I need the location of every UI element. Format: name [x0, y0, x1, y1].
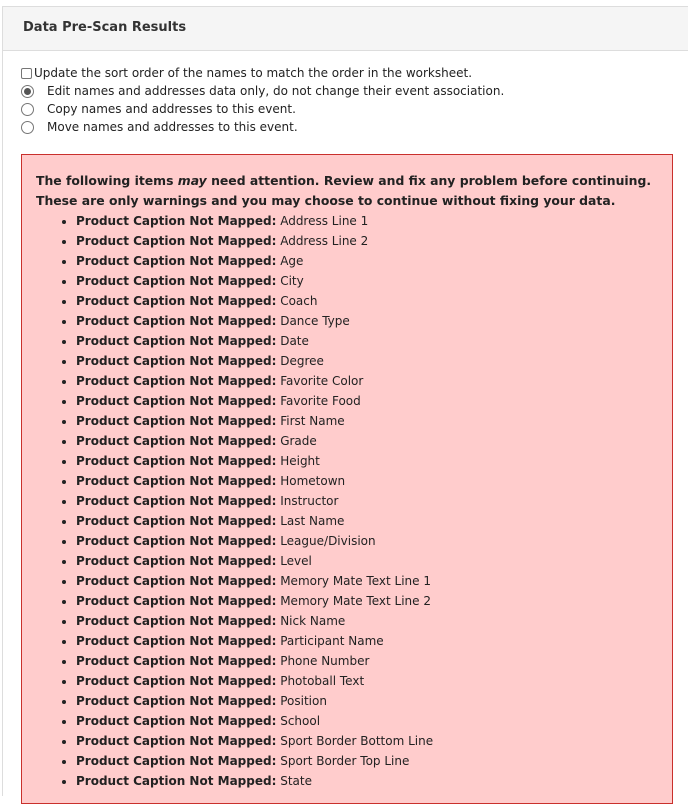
- warning-item-prefix: Product Caption Not Mapped:: [76, 554, 277, 568]
- warning-item-field: Memory Mate Text Line 1: [280, 574, 431, 588]
- warning-item-prefix: Product Caption Not Mapped:: [76, 254, 277, 268]
- warning-item-field: Address Line 1: [280, 214, 369, 228]
- warning-item: [76, 451, 658, 471]
- warning-item-field: Instructor: [280, 494, 339, 508]
- warning-item-field: Sport Border Bottom Line: [280, 734, 434, 748]
- warning-item-prefix: Product Caption Not Mapped:: [76, 694, 277, 708]
- warning-item: [76, 311, 658, 331]
- warning-item: [76, 351, 658, 371]
- warning-item-prefix: Product Caption Not Mapped:: [76, 474, 277, 488]
- warning-item-prefix: Product Caption Not Mapped:: [76, 334, 277, 348]
- copy-label[interactable]: Copy names and addresses to this event.: [47, 102, 296, 116]
- warning-item: [76, 591, 658, 611]
- warning-item: [76, 771, 658, 791]
- warning-item-field: Dance Type: [280, 314, 350, 328]
- warning-item: [76, 391, 658, 411]
- panel-title: Data Pre-Scan Results: [3, 7, 688, 51]
- edit-only-option[interactable]: [20, 82, 504, 100]
- warning-item: [76, 571, 658, 591]
- warning-item-prefix: Product Caption Not Mapped:: [76, 734, 277, 748]
- warning-item-field: Photoball Text: [280, 674, 365, 688]
- warning-item-field: State: [280, 774, 312, 788]
- warning-item-prefix: Product Caption Not Mapped:: [76, 514, 277, 528]
- warning-item-prefix: Product Caption Not Mapped:: [76, 374, 277, 388]
- warning-item-prefix: Product Caption Not Mapped:: [76, 454, 277, 468]
- warning-item-field: Sport Border Top Line: [280, 754, 410, 768]
- warning-item-prefix: Product Caption Not Mapped:: [76, 414, 277, 428]
- warning-item-field: Nick Name: [280, 614, 346, 628]
- warning-item: [76, 531, 658, 551]
- warning-item-field: City: [280, 274, 304, 288]
- warning-item-field: First Name: [280, 414, 345, 428]
- copy-radio[interactable]: [21, 103, 34, 116]
- warning-item-field: Age: [280, 254, 304, 268]
- warning-item-field: Participant Name: [280, 634, 384, 648]
- warning-item: [76, 211, 658, 231]
- move-label[interactable]: Move names and addresses to this event.: [47, 120, 298, 134]
- warning-item-prefix: Product Caption Not Mapped:: [76, 714, 277, 728]
- warning-item: [76, 331, 658, 351]
- warning-item: [76, 691, 658, 711]
- warning-list: [36, 211, 658, 791]
- warning-item: [76, 651, 658, 671]
- warning-item-prefix: Product Caption Not Mapped:: [76, 354, 277, 368]
- warning-item-field: Favorite Color: [280, 374, 364, 388]
- warning-item: [76, 471, 658, 491]
- warning-item: [76, 551, 658, 571]
- sort-order-option[interactable]: [20, 64, 504, 82]
- warning-item-prefix: Product Caption Not Mapped:: [76, 654, 277, 668]
- warning-item: [76, 251, 658, 271]
- copy-option[interactable]: [20, 100, 504, 118]
- warning-item-field: Degree: [280, 354, 324, 368]
- warning-item-prefix: Product Caption Not Mapped:: [76, 234, 277, 248]
- warning-item-prefix: Product Caption Not Mapped:: [76, 754, 277, 768]
- warning-item-prefix: Product Caption Not Mapped:: [76, 394, 277, 408]
- warning-item-prefix: Product Caption Not Mapped:: [76, 594, 277, 608]
- warning-item: [76, 711, 658, 731]
- warning-item-field: Memory Mate Text Line 2: [280, 594, 431, 608]
- warning-item: [76, 491, 658, 511]
- warning-item: [76, 751, 658, 771]
- edit-only-radio[interactable]: [21, 85, 34, 98]
- warning-item-prefix: Product Caption Not Mapped:: [76, 274, 277, 288]
- move-option[interactable]: [20, 118, 504, 136]
- warning-item: [76, 431, 658, 451]
- warning-item-field: Height: [280, 454, 320, 468]
- warning-item-field: Hometown: [280, 474, 346, 488]
- sort-order-checkbox[interactable]: [21, 68, 32, 79]
- warning-item-field: Coach: [280, 294, 318, 308]
- warning-item-field: Date: [280, 334, 309, 348]
- warning-item-prefix: Product Caption Not Mapped:: [76, 214, 277, 228]
- warning-item: [76, 671, 658, 691]
- warning-item-prefix: Product Caption Not Mapped:: [76, 774, 277, 788]
- warning-item-prefix: Product Caption Not Mapped:: [76, 434, 277, 448]
- warning-item-prefix: Product Caption Not Mapped:: [76, 534, 277, 548]
- warning-item: [76, 511, 658, 531]
- warning-item-prefix: Product Caption Not Mapped:: [76, 494, 277, 508]
- edit-only-label[interactable]: Edit names and addresses data only, do not change their event association.: [47, 84, 505, 98]
- sort-order-label[interactable]: Update the sort order of the names to match the order in the worksheet.: [34, 66, 473, 80]
- warning-item-prefix: Product Caption Not Mapped:: [76, 574, 277, 588]
- warning-item-field: Address Line 2: [280, 234, 369, 248]
- warning-item-field: Last Name: [280, 514, 345, 528]
- warning-item-field: Position: [280, 694, 327, 708]
- warning-item: [76, 291, 658, 311]
- warning-item-prefix: Product Caption Not Mapped:: [76, 294, 277, 308]
- warning-box: [21, 154, 673, 804]
- warning-item-field: Grade: [280, 434, 317, 448]
- import-options: [20, 64, 504, 136]
- warning-item: [76, 411, 658, 431]
- warning-item-field: Level: [280, 554, 312, 568]
- warning-item-field: Favorite Food: [280, 394, 361, 408]
- warning-item-field: Phone Number: [280, 654, 370, 668]
- warning-intro: The following items may need attention. Review and fix any problem before continuing. These are only warnings and you may choose to continue without fixing your data.: [36, 173, 652, 208]
- warning-item: [76, 631, 658, 651]
- warning-item-field: League/Division: [280, 534, 376, 548]
- warning-item: [76, 731, 658, 751]
- warning-item: [76, 271, 658, 291]
- move-radio[interactable]: [21, 121, 34, 134]
- warning-item-prefix: Product Caption Not Mapped:: [76, 634, 277, 648]
- warning-item-prefix: Product Caption Not Mapped:: [76, 614, 277, 628]
- warning-item-prefix: Product Caption Not Mapped:: [76, 314, 277, 328]
- warning-item-prefix: Product Caption Not Mapped:: [76, 674, 277, 688]
- warning-item: [76, 611, 658, 631]
- warning-item-field: School: [280, 714, 321, 728]
- warning-item: [76, 231, 658, 251]
- warning-item: [76, 371, 658, 391]
